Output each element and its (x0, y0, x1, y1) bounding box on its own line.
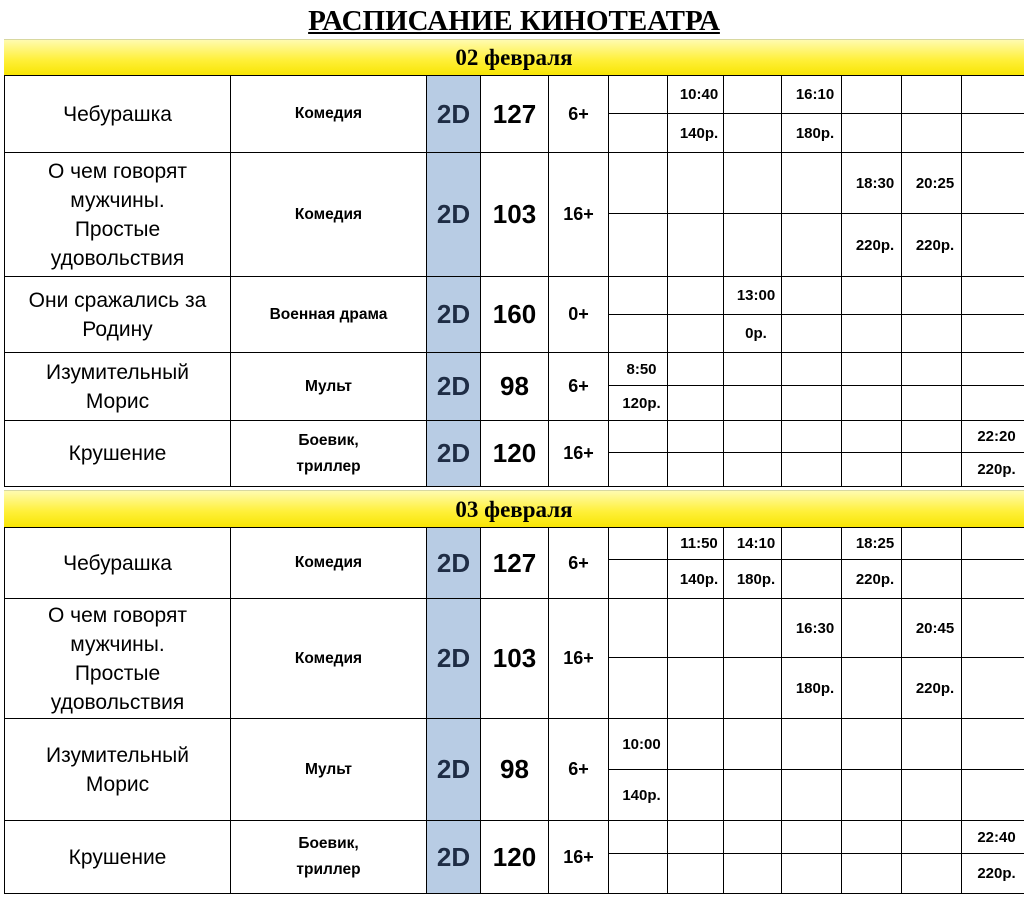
date-header: 03 февраля (4, 490, 1024, 528)
showtime-cell (902, 76, 962, 114)
showtime-cell[interactable]: 16:10 (782, 76, 842, 114)
price-cell (782, 770, 842, 821)
price-cell (842, 114, 902, 153)
film-duration: 127 (481, 76, 549, 153)
price-cell: 220р. (842, 560, 902, 599)
price-cell (842, 386, 902, 421)
film-title-line: мужчины. (70, 188, 165, 212)
price-cell (902, 770, 962, 821)
schedule-sheet (4, 0, 1024, 897)
film-title (5, 277, 231, 353)
age-rating: 0+ (549, 277, 609, 353)
date-header: 02 февраля (4, 39, 1024, 76)
price-cell (668, 315, 724, 353)
film-title (5, 528, 231, 599)
film-row (5, 153, 1024, 214)
schedule-table (4, 75, 1024, 487)
film-row (5, 528, 1024, 560)
showtime-cell (842, 277, 902, 315)
price-cell (842, 315, 902, 353)
showtime-cell (842, 421, 902, 453)
price-cell (724, 854, 782, 894)
film-genre-line: Мульт (305, 377, 352, 395)
price-cell (962, 658, 1024, 719)
showtime-cell (962, 719, 1024, 770)
film-genre (231, 353, 427, 421)
film-format: 2D (427, 153, 481, 277)
price-cell: 180р. (782, 658, 842, 719)
showtime-cell (842, 719, 902, 770)
showtime-cell[interactable]: 16:30 (782, 599, 842, 658)
film-format: 2D (427, 353, 481, 421)
showtime-cell (962, 153, 1024, 214)
price-cell (842, 453, 902, 487)
film-genre (231, 719, 427, 821)
showtime-cell (609, 821, 668, 854)
showtime-cell[interactable]: 22:20 (962, 421, 1024, 453)
price-cell (962, 114, 1024, 153)
showtime-cell (609, 277, 668, 315)
film-genre (231, 421, 427, 487)
showtime-cell (782, 153, 842, 214)
price-cell (902, 114, 962, 153)
film-title-line: Чебурашка (63, 551, 172, 575)
age-rating: 6+ (549, 528, 609, 599)
showtime-cell (668, 153, 724, 214)
film-genre-line: Боевик, (298, 835, 359, 852)
showtime-cell (724, 421, 782, 453)
film-title-line: Они сражались за (28, 288, 207, 312)
price-cell: 220р. (842, 214, 902, 277)
showtime-cell (782, 421, 842, 453)
film-genre-line: Военная драма (269, 305, 388, 323)
showtime-cell[interactable]: 20:25 (902, 153, 962, 214)
film-genre (231, 76, 427, 153)
film-genre-line: Комедия (294, 554, 363, 571)
film-row (5, 353, 1024, 386)
price-cell (962, 315, 1024, 353)
price-cell: 0р. (724, 315, 782, 353)
showtime-cell (782, 277, 842, 315)
showtime-cell[interactable]: 22:40 (962, 821, 1024, 854)
showtime-cell (668, 277, 724, 315)
price-cell: 220р. (902, 658, 962, 719)
price-cell (609, 658, 668, 719)
showtime-cell (782, 353, 842, 386)
showtime-cell (782, 821, 842, 854)
schedule-table (4, 527, 1024, 894)
film-title-line: Морис (85, 389, 150, 413)
showtime-cell (902, 277, 962, 315)
film-genre-line: Комедия (294, 105, 363, 122)
price-cell (724, 770, 782, 821)
showtime-cell (962, 277, 1024, 315)
film-title (5, 76, 231, 153)
film-row (5, 277, 1024, 315)
showtime-cell (842, 353, 902, 386)
film-title-line: удовольствия (50, 246, 185, 270)
film-genre-line: триллер (296, 457, 361, 475)
showtime-cell (842, 599, 902, 658)
price-cell (782, 315, 842, 353)
film-row (5, 76, 1024, 114)
price-cell (609, 854, 668, 894)
film-title-line: Изумительный (46, 743, 189, 767)
showtime-cell (724, 76, 782, 114)
showtime-cell (724, 719, 782, 770)
showtime-cell[interactable]: 10:00 (609, 719, 668, 770)
price-cell (609, 560, 668, 599)
showtime-cell (782, 719, 842, 770)
price-cell: 140р. (668, 114, 724, 153)
price-cell: 180р. (724, 560, 782, 599)
showtime-cell (609, 153, 668, 214)
age-rating: 16+ (549, 821, 609, 894)
film-title (5, 719, 231, 821)
price-cell (842, 770, 902, 821)
film-genre-line: Комедия (294, 205, 363, 223)
age-rating: 16+ (549, 153, 609, 277)
showtime-cell[interactable]: 13:00 (724, 277, 782, 315)
price-cell (902, 315, 962, 353)
price-cell (962, 386, 1024, 421)
film-duration: 127 (481, 528, 549, 599)
film-genre-line: Мульт (305, 760, 352, 778)
price-cell (962, 214, 1024, 277)
price-cell (902, 453, 962, 487)
price-cell: 220р. (902, 214, 962, 277)
showtime-cell (902, 719, 962, 770)
film-title-line: Простые (74, 661, 161, 685)
age-rating: 6+ (549, 719, 609, 821)
showtime-cell (842, 821, 902, 854)
price-cell (902, 854, 962, 894)
price-cell (902, 560, 962, 599)
showtime-cell (668, 353, 724, 386)
page-title: РАСПИСАНИЕ КИНОТЕАТРА (308, 5, 720, 37)
age-rating: 6+ (549, 353, 609, 421)
film-duration: 160 (481, 277, 549, 353)
price-cell (609, 214, 668, 277)
price-cell: 220р. (962, 453, 1024, 487)
film-title-line: Крушение (68, 442, 167, 465)
showtime-cell[interactable]: 18:25 (842, 528, 902, 560)
showtime-cell (668, 719, 724, 770)
price-cell (668, 658, 724, 719)
showtime-cell[interactable]: 10:40 (668, 76, 724, 114)
price-cell (962, 770, 1024, 821)
film-title-line: Крушение (68, 845, 167, 869)
price-cell (668, 854, 724, 894)
showtime-cell (902, 528, 962, 560)
showtime-cell (668, 599, 724, 658)
price-cell (724, 453, 782, 487)
showtime-cell (724, 353, 782, 386)
showtime-cell[interactable]: 8:50 (609, 353, 668, 386)
price-cell (609, 315, 668, 353)
film-title-line: Чебурашка (63, 102, 172, 126)
showtime-cell (962, 528, 1024, 560)
showtime-cell (782, 528, 842, 560)
film-format: 2D (427, 599, 481, 719)
price-cell (782, 854, 842, 894)
film-format: 2D (427, 821, 481, 894)
film-genre (231, 277, 427, 353)
showtime-cell (609, 76, 668, 114)
showtime-cell (609, 421, 668, 453)
film-duration: 103 (481, 153, 549, 277)
film-genre-line: Комедия (294, 649, 363, 667)
showtime-cell (668, 421, 724, 453)
film-genre (231, 821, 427, 894)
price-cell (782, 386, 842, 421)
showtime-cell[interactable]: 11:50 (668, 528, 724, 560)
price-cell (668, 453, 724, 487)
film-genre-line: триллер (296, 861, 361, 878)
film-duration: 103 (481, 599, 549, 719)
film-title-line: удовольствия (50, 690, 185, 714)
showtime-cell (902, 421, 962, 453)
price-cell (724, 386, 782, 421)
film-title-line: О чем говорят (48, 159, 187, 183)
price-cell: 120р. (609, 386, 668, 421)
film-title-line: мужчины. (70, 632, 165, 656)
age-rating: 16+ (549, 421, 609, 487)
price-cell: 180р. (782, 114, 842, 153)
film-duration: 98 (481, 353, 549, 421)
film-title-line: Морис (85, 772, 150, 796)
showtime-cell[interactable]: 18:30 (842, 153, 902, 214)
price-cell (668, 770, 724, 821)
film-genre (231, 528, 427, 599)
showtime-cell (724, 153, 782, 214)
film-duration: 120 (481, 821, 549, 894)
showtime-cell (724, 821, 782, 854)
film-row (5, 421, 1024, 453)
showtime-cell (902, 353, 962, 386)
film-row (5, 599, 1024, 658)
showtime-cell (902, 821, 962, 854)
price-cell: 140р. (668, 560, 724, 599)
film-title (5, 821, 231, 894)
price-cell (724, 658, 782, 719)
price-cell: 140р. (609, 770, 668, 821)
price-cell (609, 453, 668, 487)
film-title (5, 153, 231, 277)
price-cell (609, 114, 668, 153)
film-row (5, 821, 1024, 854)
showtime-cell (962, 599, 1024, 658)
age-rating: 6+ (549, 76, 609, 153)
price-cell (668, 214, 724, 277)
film-title-line: Простые (74, 217, 161, 241)
film-row (5, 719, 1024, 770)
film-format: 2D (427, 76, 481, 153)
film-duration: 120 (481, 421, 549, 487)
showtime-cell (842, 76, 902, 114)
film-title (5, 353, 231, 421)
film-duration: 98 (481, 719, 549, 821)
film-format: 2D (427, 528, 481, 599)
showtime-cell (962, 76, 1024, 114)
price-cell: 220р. (962, 854, 1024, 894)
showtime-cell[interactable]: 14:10 (724, 528, 782, 560)
price-cell (782, 214, 842, 277)
showtime-cell (668, 821, 724, 854)
price-cell (782, 560, 842, 599)
film-title (5, 599, 231, 719)
film-genre (231, 153, 427, 277)
showtime-cell (962, 353, 1024, 386)
film-title-line: Изумительный (46, 360, 189, 384)
price-cell (962, 560, 1024, 599)
price-cell (724, 114, 782, 153)
showtime-cell (609, 599, 668, 658)
film-title-line: Родину (82, 317, 153, 341)
film-format: 2D (427, 277, 481, 353)
price-cell (902, 386, 962, 421)
film-format: 2D (427, 421, 481, 487)
age-rating: 16+ (549, 599, 609, 719)
showtime-cell (724, 599, 782, 658)
showtime-cell (609, 528, 668, 560)
price-cell (782, 453, 842, 487)
price-cell (842, 658, 902, 719)
film-genre-line: Боевик, (298, 431, 359, 449)
film-title (5, 421, 231, 487)
film-format: 2D (427, 719, 481, 821)
film-genre (231, 599, 427, 719)
price-cell (668, 386, 724, 421)
film-title-line: О чем говорят (48, 603, 187, 627)
price-cell (842, 854, 902, 894)
price-cell (724, 214, 782, 277)
showtime-cell[interactable]: 20:45 (902, 599, 962, 658)
